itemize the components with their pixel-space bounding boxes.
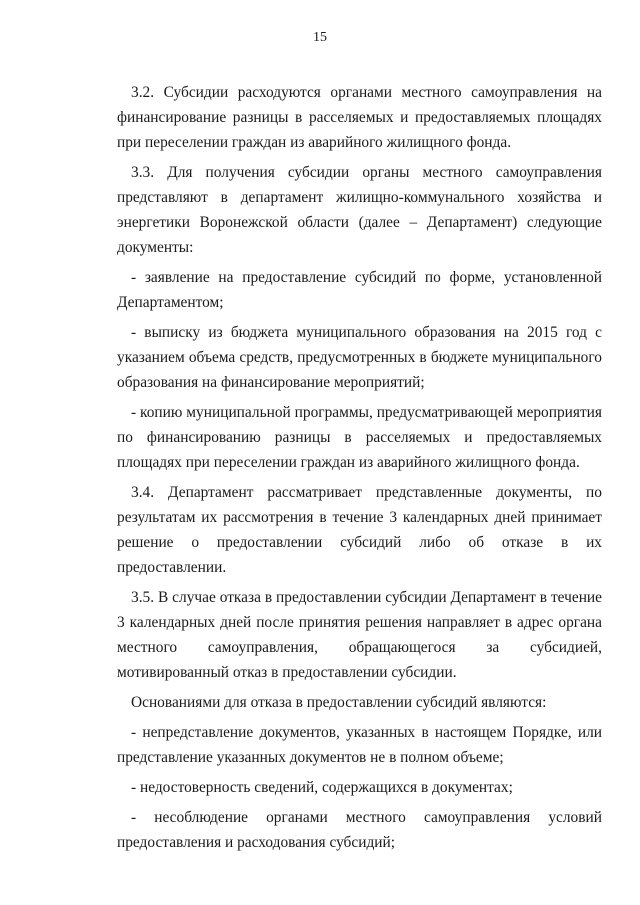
list-item-non-submission: - непредставление документов, указанных в настоящем Порядке, или представление указанных документов не в полном объеме; — [117, 724, 602, 766]
list-item-program-copy: - копию муниципальной программы, предусматривающей мероприятия по финансированию разницы в расселяемых и предоставляемых площадях при переселении граждан из аварийного жилищного фонда. — [117, 404, 602, 471]
list-item-unreliability: - недостоверность сведений, содержащихся в документах; — [131, 779, 513, 796]
list-item-non-compliance: - несоблюдение органами местного самоуправления условий предоставления и расходования субсидий; — [117, 809, 602, 851]
list-item-application: - заявление на предоставление субсидий по форме, установленной Департаментом; — [117, 269, 602, 311]
page-number: 15 — [313, 30, 327, 45]
paragraph-3-4: 3.4. Департамент рассматривает представленные документы, по результатам их рассмотрения в течение 3 календарных дней принимает решение о предоставлении субсидий либо об отказе в их предоставлении. — [117, 484, 602, 576]
paragraph-3-3: 3.3. Для получения субсидии органы местного самоуправления представляют в департамент жилищно-коммунального хозяйства и энергетики Воронежской области (далее – Департамент) следующие документы: — [117, 164, 602, 256]
paragraph-3-2: 3.2. Субсидии расходуются органами местного самоуправления на финансирование разницы в расселяемых и предоставляемых площадях при переселении граждан из аварийного жилищного фонда. — [117, 84, 602, 151]
paragraph-3-5: 3.5. В случае отказа в предоставлении субсидии Департамент в течение 3 календарных дней после принятия решения направляет в адрес органа местного самоуправления, обращающегося за субсидией, мотивированный отказ в предоставлении субсидии. — [117, 589, 602, 681]
refusal-grounds-heading: Основаниями для отказа в предоставлении субсидий являются: — [131, 694, 547, 711]
list-item-budget-extract: - выписку из бюджета муниципального образования на 2015 год с указанием объема средств, предусмотренных в бюджете муниципального образования на финансирование мероприятий; — [117, 324, 602, 391]
document-body — [117, 80, 602, 860]
